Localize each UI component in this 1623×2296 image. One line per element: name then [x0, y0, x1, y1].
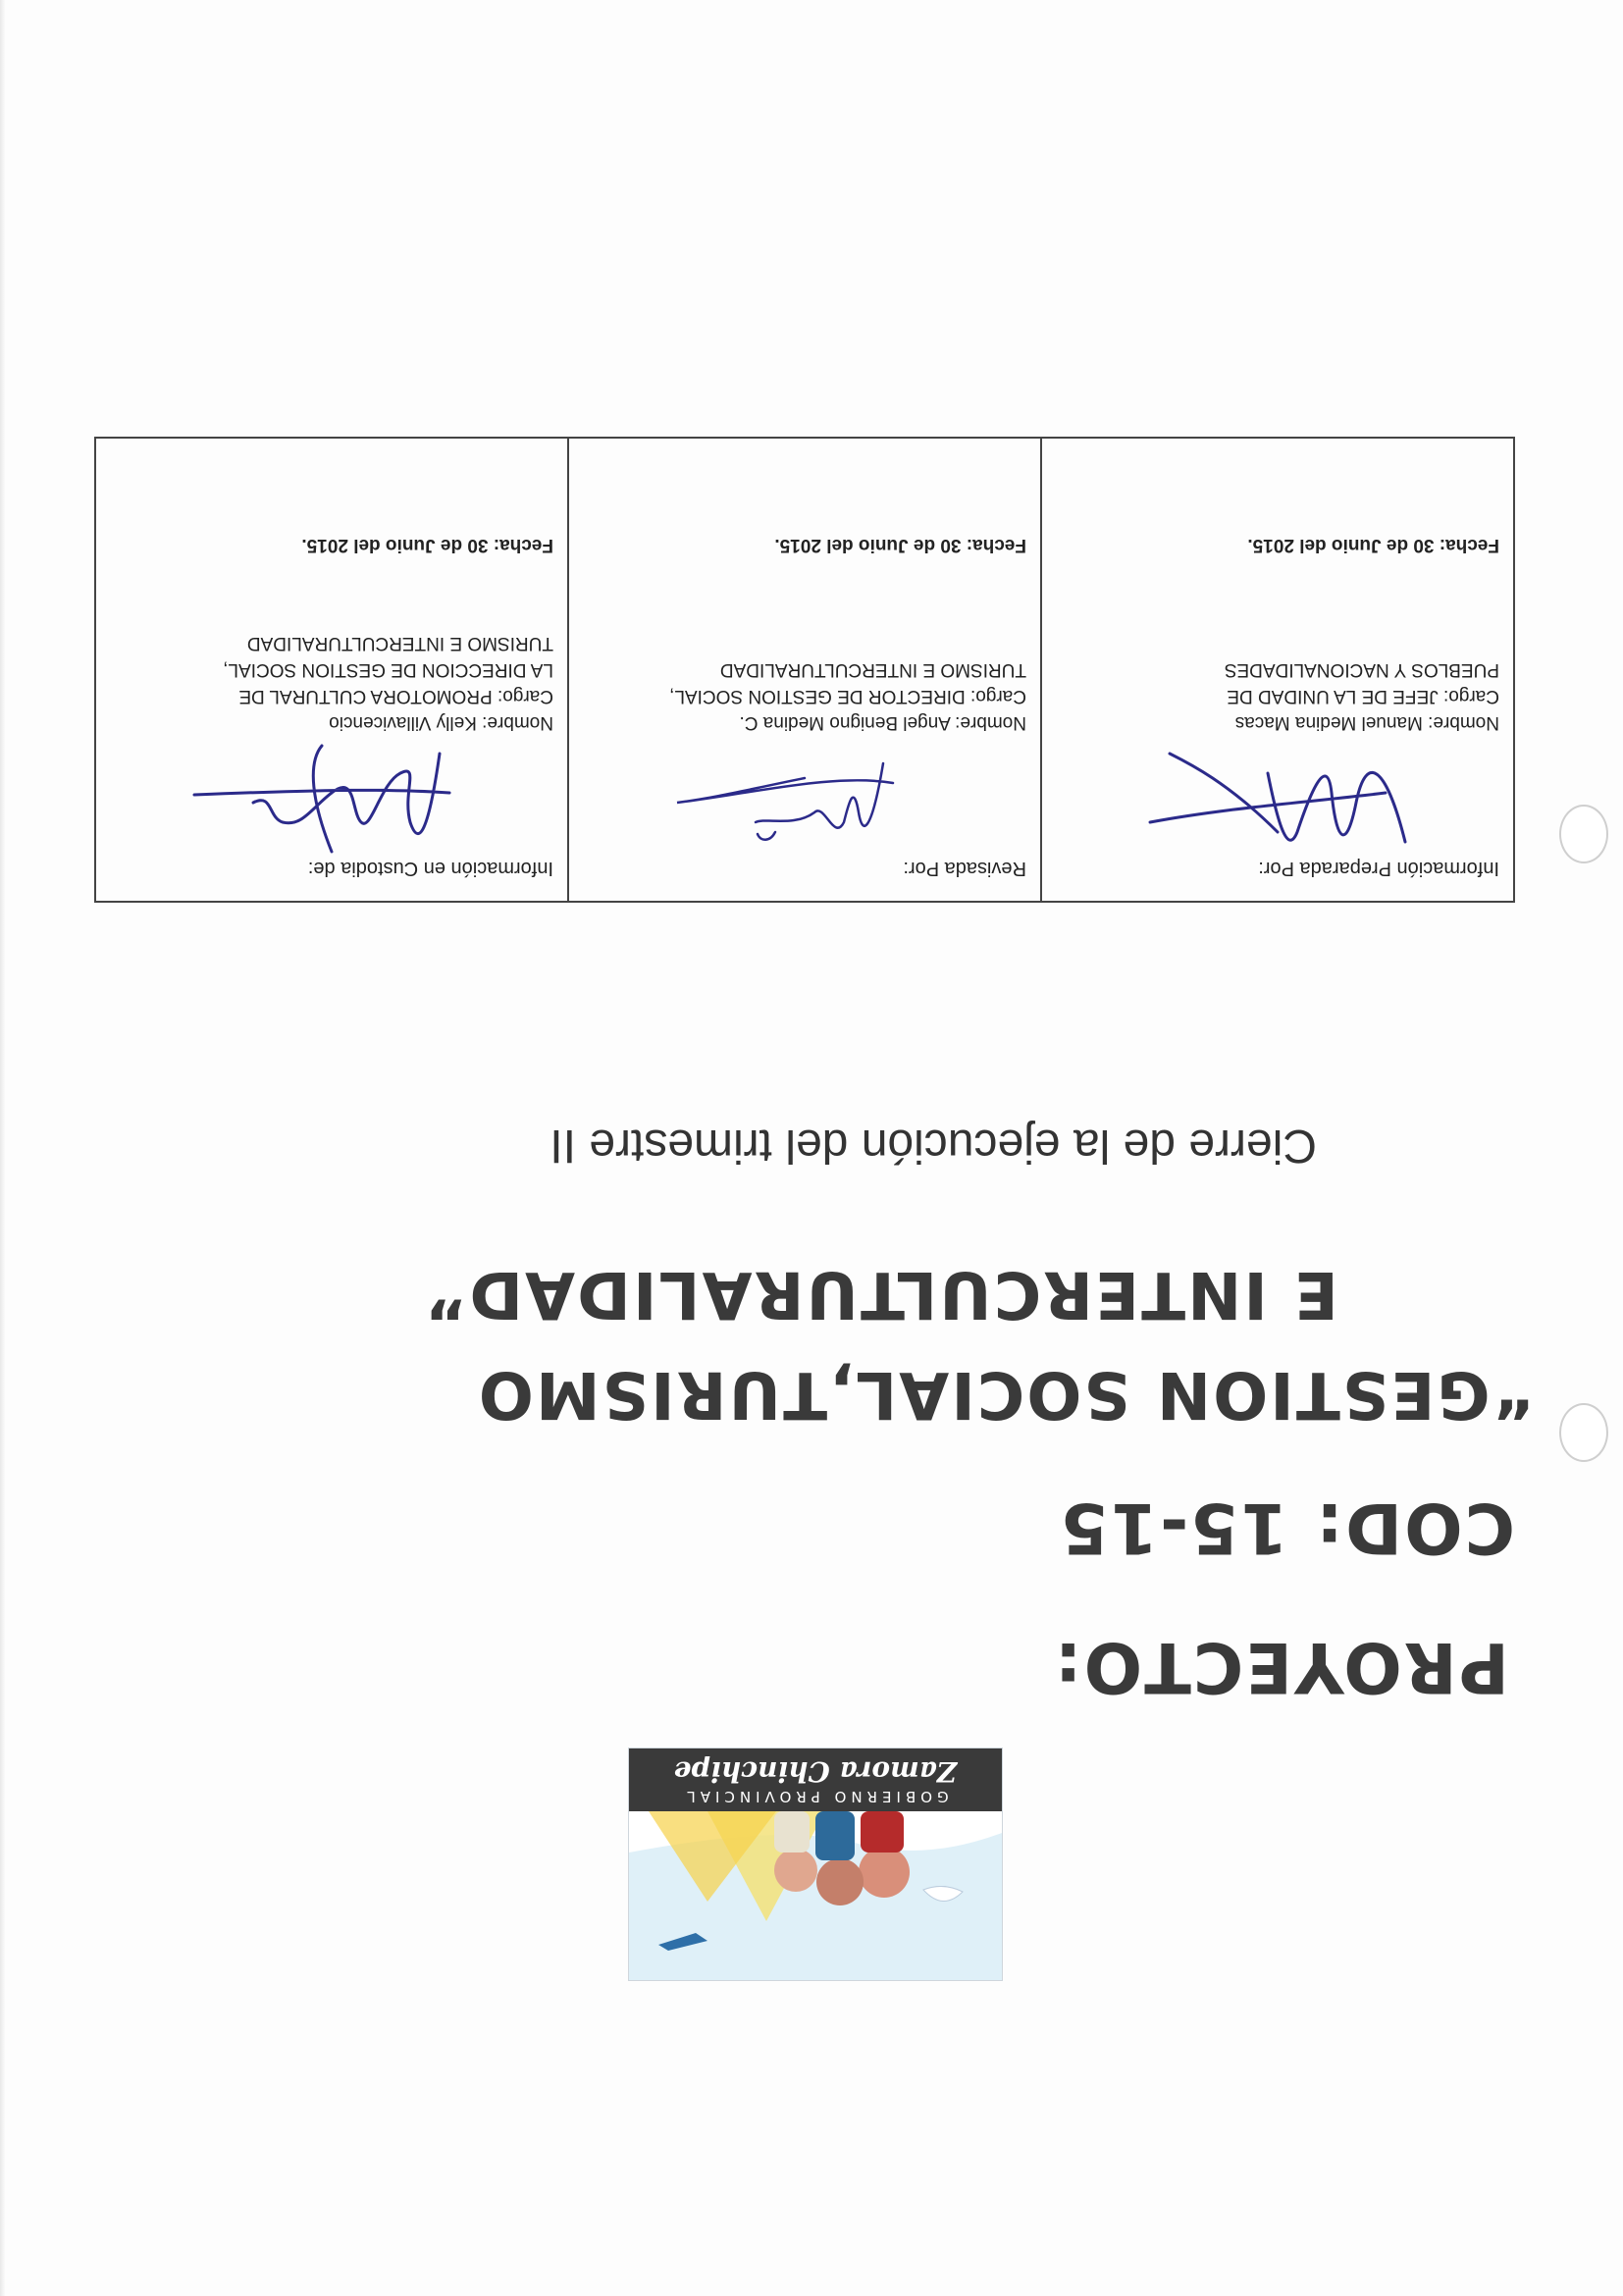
person-cargo-line: TURISMO E INTERCULTURALIDAD: [719, 659, 1026, 680]
logo-illustration: [629, 1811, 1002, 1980]
logo-gobierno-provincial: [628, 1748, 1003, 1981]
binder-hole: [1559, 805, 1608, 863]
project-code: COD: 15-15: [1058, 1487, 1515, 1568]
person-cargo-line: LA DIRECCION DE GESTION SOCIAL,: [223, 659, 553, 680]
signature-kelly-villavicencio: [184, 744, 479, 861]
signature-date: Fecha: 30 de Junio del 2015.: [1247, 535, 1499, 555]
person-info: [106, 630, 553, 736]
person-cargo-line: PUEBLOS Y NACIONALIDADES: [1224, 659, 1499, 680]
scan-edge-shadow: [0, 0, 6, 2296]
person-cargo-line: Cargo: JEFE DE LA UNIDAD DE: [1227, 686, 1499, 706]
person-name: Nombre: Kelly Villavicencio: [329, 712, 553, 733]
logo-org-top: GOBIERNO PROVINCIAL: [682, 1788, 949, 1805]
signature-date: Fecha: 30 de Junio del 2015.: [301, 535, 553, 555]
project-subtitle: Cierre de la ejecución del trimestre II: [550, 1120, 1317, 1172]
cell-heading: Revisada Por:: [903, 858, 1026, 879]
person-info: [1052, 656, 1499, 736]
signature-date: Fecha: 30 de Junio del 2015.: [774, 535, 1026, 555]
signature-angel-medina: [657, 744, 952, 861]
cell-heading: Información Preparada Por:: [1258, 858, 1499, 879]
signature-cell-custody: [96, 439, 567, 901]
signature-cell-reviewed: [567, 439, 1040, 901]
signature-cell-prepared: [1040, 439, 1513, 901]
person-cargo-line: TURISMO E INTERCULTURALIDAD: [246, 633, 553, 653]
project-title-line-1: “GESTION SOCIAL,TURISMO: [476, 1357, 1535, 1433]
signature-table: [94, 437, 1515, 903]
person-info: [579, 656, 1026, 736]
project-title-line-2: E INTERCULTURALIDAD”: [422, 1257, 1338, 1332]
proyecto-heading: PROYECTO:: [1052, 1627, 1509, 1707]
binder-hole: [1559, 1403, 1608, 1462]
logo-banner: [629, 1748, 1002, 1811]
signature-manuel-medina: [1130, 744, 1425, 861]
cell-heading: Información en Custodia de:: [307, 858, 553, 879]
person-cargo-line: Cargo: PROMOTORA CULTURAL DE: [238, 686, 553, 706]
person-name: Nombre: Angel Benigno Medina C.: [739, 712, 1026, 733]
person-cargo-line: Cargo: DIRECTOR DE GESTION SOCIAL,: [669, 686, 1026, 706]
person-name: Nombre: Manuel Medina Macas: [1234, 712, 1499, 733]
logo-org-name: Zamora Chinchipe: [673, 1755, 958, 1788]
